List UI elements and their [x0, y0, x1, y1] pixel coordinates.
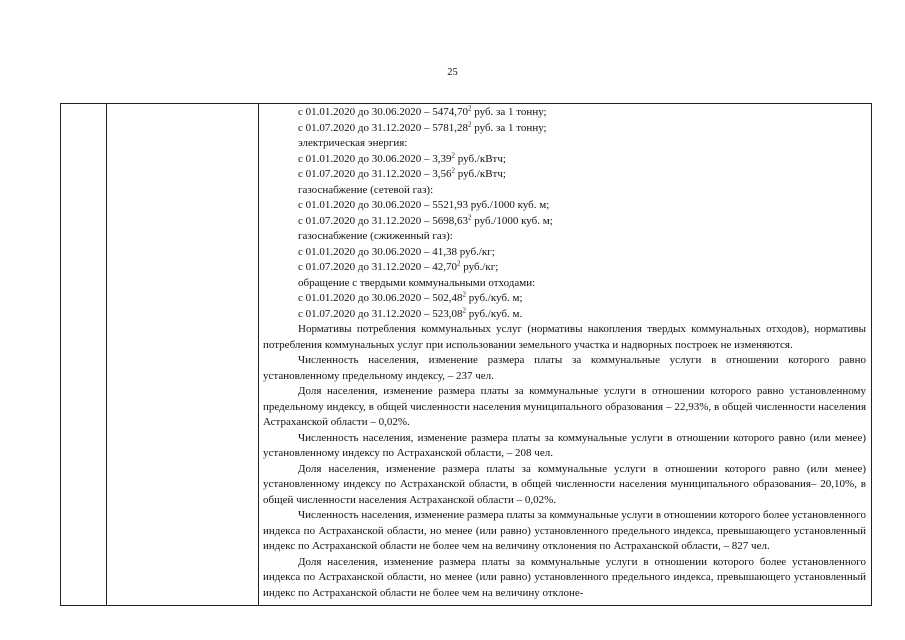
list-line: обращение с твердыми коммунальными отходами:: [298, 276, 536, 289]
paragraph: Доля населения, изменение размера платы за коммунальные услуги в отношении которого равно (или менее) установленному индексу по Астраханской области, в общей численности населения муниципального образования– 20,10%, в общей численности населения Астраханской области – 0,02%.: [263, 462, 866, 506]
footnote-mark: 2: [456, 259, 461, 268]
table-content-cell: [263, 105, 866, 601]
list-line: с 01.01.2020 до 30.06.2020 – 5474,70$^2$ руб. за 1 тонну;: [298, 104, 547, 118]
paragraph: Численность населения, изменение размера платы за коммунальные услуги в отношении которого равно (или менее) установленному индексу по Астраханской области, – 208 чел.: [263, 431, 866, 459]
list-line: с 01.01.2020 до 30.06.2020 – 41,38 руб./кг;: [298, 245, 495, 258]
list-line: с 01.07.2020 до 31.12.2020 – 42,70$^2$ руб./кг;: [298, 259, 499, 273]
paragraph: Доля населения, изменение размера платы за коммунальные услуги в отношении которого равно установленному предельному индексу, в общей численности населения муниципального образования – 22,93%, в общей численности населения Астраханской области – 0,02%.: [263, 385, 866, 428]
footnote-mark: 2: [451, 150, 455, 159]
paragraph: Численность населения, изменение размера платы за коммунальные услуги в отношении которого более установленного индекса по Астраханской области, но менее (или равно) установленного предельного индекса, превышающего установленный индекс по Астраханской области не более чем на величину отклонения по Астраханской области, – 827 чел.: [263, 509, 866, 552]
paragraph: Численность населения, изменение размера платы за коммунальные услуги в отношении которого равно установленному предельному индексу, – 237 чел.: [263, 354, 866, 382]
list-line: с 01.07.2020 до 31.12.2020 – 5781,28$^2$ руб. за 1 тонну;: [298, 119, 547, 134]
footnote-mark: 2: [462, 305, 466, 314]
footnote-mark: 2: [467, 212, 472, 221]
list-line: газоснабжение (сжиженный газ):: [298, 230, 453, 242]
list-line: с 01.01.2020 до 30.06.2020 – 502,48$^2$ руб./куб. м;: [298, 290, 523, 304]
footnote-mark: 2: [467, 104, 472, 113]
body-paragraphs: [263, 322, 866, 601]
paragraph: Нормативы потребления коммунальных услуг (нормативы накопления твердых коммунальных отходов), нормативы потребления коммунальных услуг при использовании земельного участка и надворных построек не изменяются.: [263, 323, 866, 351]
column-divider-2: [258, 104, 259, 605]
column-divider-1: [106, 104, 107, 605]
footnote-mark: 2: [462, 290, 466, 299]
footnote-mark: 2: [467, 119, 472, 128]
list-line: с 01.07.2020 до 31.12.2020 – 523,08$^2$ руб./куб. м.: [298, 305, 523, 320]
list-line: с 01.01.2020 до 30.06.2020 – 3,39$^2$ руб./кВтч;: [298, 150, 506, 165]
page-number: 25: [447, 67, 458, 78]
list-line: электрическая энергия:: [298, 137, 408, 149]
document-table: [60, 103, 872, 606]
paragraph: Доля населения, изменение размера платы за коммунальные услуги в отношении которого более установленного индекса по Астраханской области, но менее (или равно) установленного предельного индекса, превышающего установленный индекс по Астраханской области не более чем на величину отклоне-: [263, 555, 866, 599]
list-line: с 01.07.2020 до 31.12.2020 – 3,56$^2$ руб./кВтч;: [298, 166, 506, 180]
list-line: с 01.07.2020 до 31.12.2020 – 5698,63$^2$ руб./1000 куб. м;: [298, 212, 553, 227]
list-line: газоснабжение (сетевой газ):: [298, 183, 434, 196]
list-line: с 01.01.2020 до 30.06.2020 – 5521,93 руб./1000 куб. м;: [298, 199, 550, 211]
footnote-mark: 2: [451, 166, 455, 175]
tariff-list: [263, 105, 866, 322]
